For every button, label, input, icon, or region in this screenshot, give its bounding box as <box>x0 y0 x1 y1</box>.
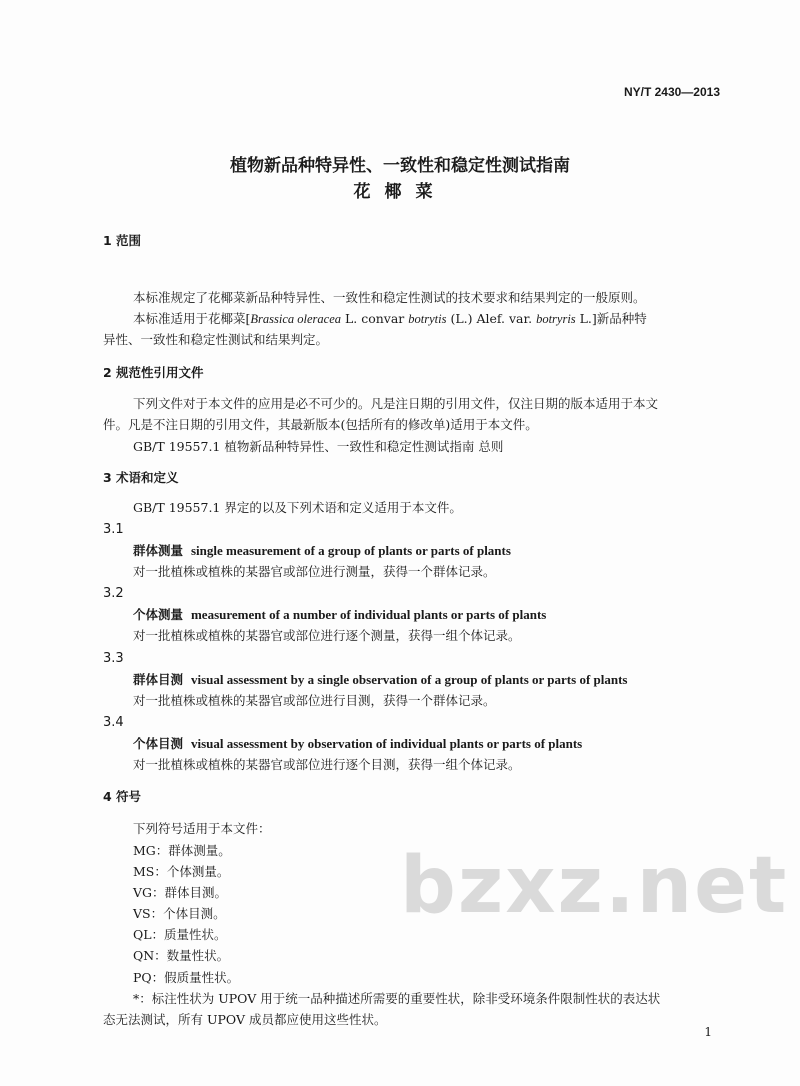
term-zh: 个体目测 <box>133 736 184 751</box>
term-en: measurement of a number of individual plants or parts of plants <box>190 607 547 622</box>
term-zh: 群体目测 <box>133 672 184 687</box>
term-en: visual assessment by observation of individual plants or parts of plants <box>190 736 583 751</box>
page-number: 1 <box>704 1025 712 1039</box>
term-definition: 对一批植株或植株的某器官或部位进行逐个测量，获得一组个体记录。 <box>133 628 521 643</box>
document-title: 植物新品种特异性、一致性和稳定性测试指南 <box>230 156 570 176</box>
term <box>133 672 627 688</box>
symbol-item: MS：个体测量。 <box>133 864 230 879</box>
term <box>133 543 511 559</box>
watermark: bzxz.net <box>400 841 789 931</box>
section-3-heading: 3 术语和定义 <box>103 470 179 485</box>
text: L. convar <box>341 311 409 326</box>
section-4-heading: 4 符号 <box>103 789 142 804</box>
term-number: 3.3 <box>103 651 124 666</box>
symbol-item: QN：数量性状。 <box>133 948 230 963</box>
symbol-item: PQ：假质量性状。 <box>133 970 240 985</box>
text: L.]新品种特 <box>575 311 647 326</box>
term-zh: 群体测量 <box>133 543 184 558</box>
term-en: visual assessment by a single observation of a group of plants or parts of plants <box>190 672 628 687</box>
note: *：标注性状为 UPOV 用于统一品种描述所需要的重要性状，除非受环境条件限制性状的表达状 <box>133 991 661 1006</box>
symbol-item: VS：个体目测。 <box>133 906 226 921</box>
term <box>133 736 582 752</box>
paragraph: 下列文件对于本文件的应用是必不可少的。凡是注日期的引用文件，仅注日期的版本适用于本文 <box>133 396 659 411</box>
paragraph <box>133 311 647 327</box>
term-number: 3.4 <box>103 715 124 730</box>
paragraph: 下列符号适用于本文件： <box>133 821 271 836</box>
paragraph-cont: 异性、一致性和稳定性测试和结果判定。 <box>103 332 329 347</box>
term-definition: 对一批植株或植株的某器官或部位进行测量，获得一个群体记录。 <box>133 564 496 579</box>
term-number: 3.2 <box>103 586 124 601</box>
latin-name: Brassica oleracea <box>250 312 341 326</box>
paragraph: GB/T 19557.1 界定的以及下列术语和定义适用于本文件。 <box>133 500 462 515</box>
term <box>133 607 546 623</box>
standard-number: NY/T 2430—2013 <box>623 85 720 99</box>
symbol-item: MG：群体测量。 <box>133 843 231 858</box>
document-subtitle: 花椰菜 <box>353 182 447 202</box>
text: (L.) Alef. var. <box>446 311 537 326</box>
symbol-item: QL：质量性状。 <box>133 927 227 942</box>
term-definition: 对一批植株或植株的某器官或部位进行逐个目测，获得一组个体记录。 <box>133 757 521 772</box>
latin-name: botrytis <box>408 312 447 326</box>
section-2-heading: 2 规范性引用文件 <box>103 365 204 380</box>
section-1-heading: 1 范围 <box>103 233 142 248</box>
paragraph: 本标准规定了花椰菜新品种特异性、一致性和稳定性测试的技术要求和结果判定的一般原则。 <box>133 290 646 305</box>
reference: GB/T 19557.1 植物新品种特异性、一致性和稳定性测试指南 总则 <box>133 439 504 454</box>
paragraph-cont: 件。凡是不注日期的引用文件，其最新版本(包括所有的修改单)适用于本文件。 <box>103 417 538 432</box>
term-definition: 对一批植株或植株的某器官或部位进行目测，获得一个群体记录。 <box>133 693 496 708</box>
term-number: 3.1 <box>103 522 124 537</box>
latin-name: botryris <box>536 312 576 326</box>
term-zh: 个体测量 <box>133 607 184 622</box>
term-en: single measurement of a group of plants or parts of plants <box>190 543 511 558</box>
text: 本标准适用于花椰菜[ <box>133 311 251 326</box>
symbol-item: VG：群体目测。 <box>133 885 228 900</box>
note-cont: 态无法测试，所有 UPOV 成员都应使用这些性状。 <box>103 1012 387 1027</box>
